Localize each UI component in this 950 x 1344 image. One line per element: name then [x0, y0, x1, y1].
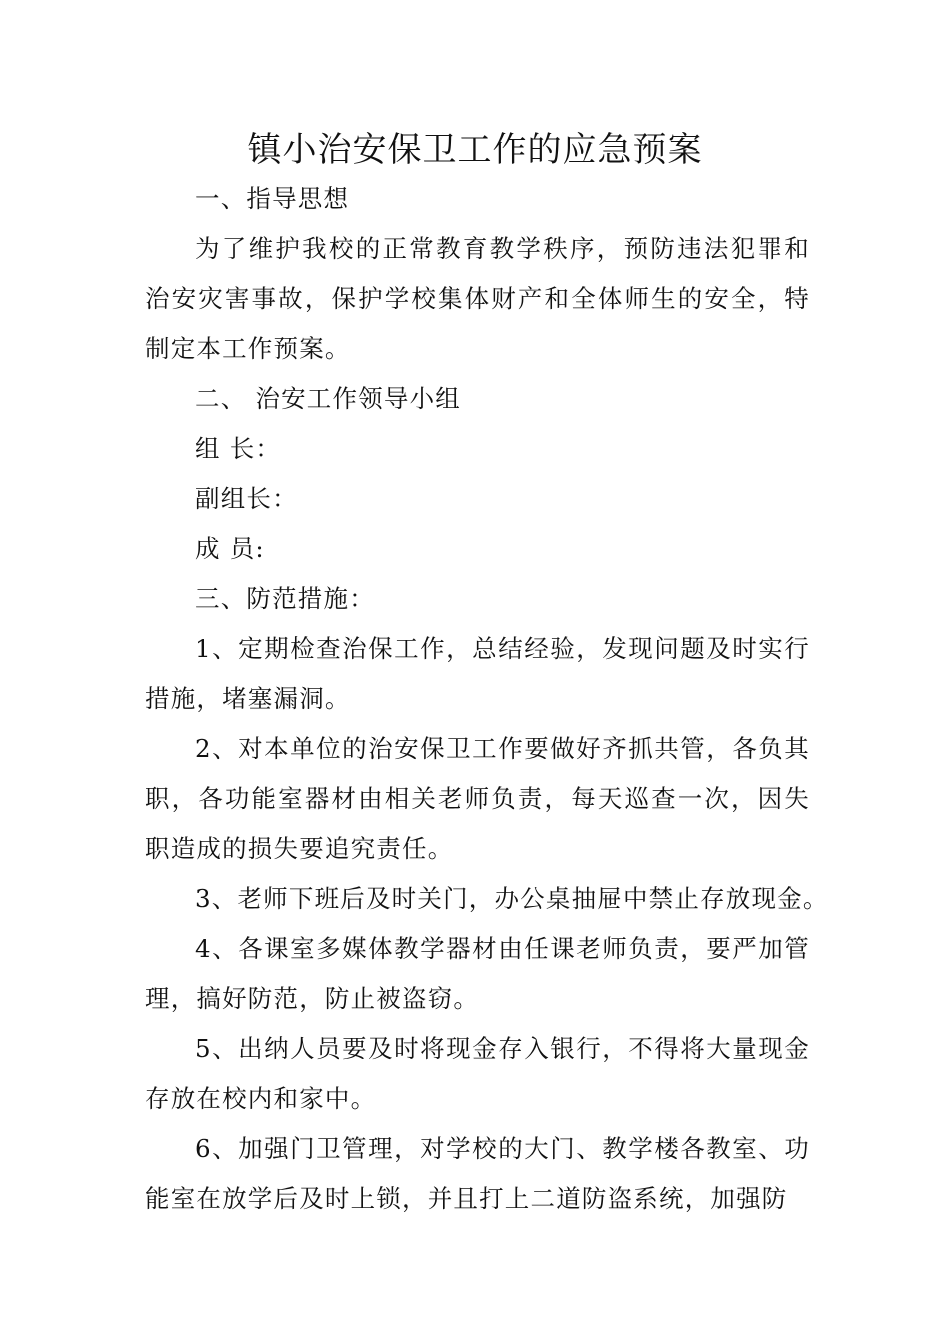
document-title: 镇小治安保卫工作的应急预案 — [247, 130, 703, 170]
deputy-leader-line: 副组长： — [195, 484, 298, 513]
section-heading-preventive-measures: 三、防范措施： — [195, 584, 375, 613]
measure-item-3: 3、老师下班后及时关门，办公桌抽屉中禁止存放现金。 — [195, 884, 829, 913]
leader-line: 组 长： — [195, 434, 282, 463]
paragraph-purpose: 为了维护我校的正常教育教学秩序，预防违法犯罪和治安灾害事故，保护学校集体财产和全体师生的安全，特制定本工作预案。 — [145, 234, 810, 363]
measure-item-6: 6、加强门卫管理，对学校的大门、教学楼各教室、功能室在放学后及时上锁，并且打上二道防盗系统，加强防 — [145, 1134, 810, 1213]
measure-item-4: 4、各课室多媒体教学器材由任课老师负责，要严加管理，搞好防范，防止被盗窃。 — [145, 934, 810, 1013]
document-body — [145, 174, 829, 1224]
section-heading-guiding-ideology: 一、指导思想 — [195, 184, 350, 213]
measure-item-2: 2、对本单位的治安保卫工作要做好齐抓共管，各负其职，各功能室器材由相关老师负责，每天巡查一次，因失职造成的损失要追究责任。 — [145, 734, 810, 863]
members-line: 成 员: — [195, 534, 265, 563]
measure-item-1: 1、定期检查治保工作，总结经验，发现问题及时实行措施，堵塞漏洞。 — [145, 634, 810, 713]
measure-item-5: 5、出纳人员要及时将现金存入银行，不得将大量现金存放在校内和家中。 — [145, 1034, 810, 1113]
section-heading-leadership-group: 二、 治安工作领导小组 — [195, 384, 461, 413]
